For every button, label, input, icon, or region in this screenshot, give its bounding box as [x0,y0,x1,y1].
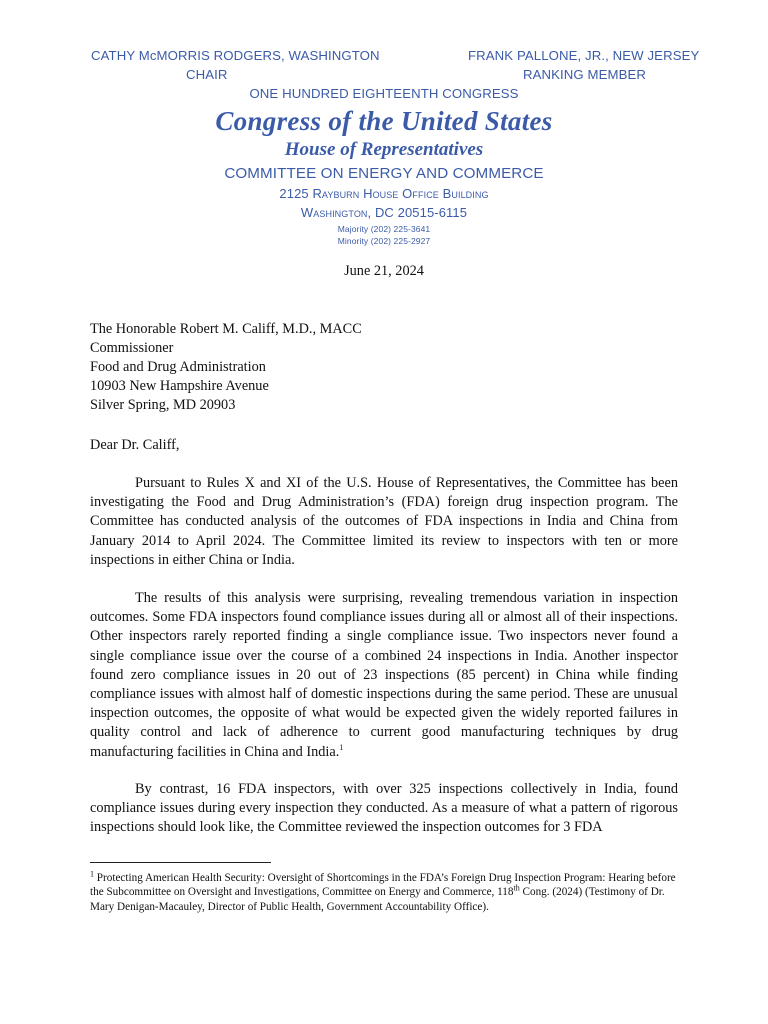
chair-name: CATHY McMORRIS RODGERS, WASHINGTON [91,48,380,63]
footnote-number: 1 [90,869,94,879]
congress-session: ONE HUNDRED EIGHTEENTH CONGRESS [249,86,519,101]
ranking-member-name: FRANK PALLONE, JR., NEW JERSEY [468,48,700,63]
recipient-block [90,320,362,415]
body-paragraph-1: Pursuant to Rules X and XI of the U.S. House of Representatives, the Committee has been investigating the Food and Drug Administration’s (FDA) foreign drug inspection program. The Committee has conducted analysis of the outcomes of FDA inspections in India and China from January 2014 to April 2024. The Committee limited its review to inspectors with ten or more inspections in either China or India. [90,475,678,568]
recipient-line: The Honorable Robert M. Califf, M.D., MACC [90,321,362,337]
address-line-2: Washington, DC 20515-6115 [300,205,468,220]
committee-name: COMMITTEE ON ENERGY AND COMMERCE [224,165,544,182]
footnote-reference: 1 [339,742,344,752]
footnote-text-continued: Cong. (2024) (Testimony of Dr. Mary Denigan-Macauley, Director of Public Health, Government Accountability Office). [90,886,665,913]
minority-phone: Minority (202) 225-2927 [337,236,431,246]
ranking-member-title: RANKING MEMBER [523,67,647,82]
recipient-line: Silver Spring, MD 20903 [90,397,236,413]
recipient-line: Food and Drug Administration [90,359,266,375]
congress-title: Congress of the United States [215,106,553,136]
footnote-ordinal: th [513,883,520,893]
chair-title: CHAIR [186,67,228,82]
recipient-line: 10903 New Hampshire Avenue [90,378,269,394]
footnote-divider [90,862,271,863]
footnote-text: Protecting American Health Security: Oversight of Shortcomings in the FDA’s Foreign Drug Inspection Program: Hearing before the Subcommittee on Oversight and Investigations, Committee on Energy and Commerce, 118 [90,872,676,899]
letter-date: June 21, 2024 [344,263,424,279]
footnote [90,871,680,914]
address-line-1: 2125 Rayburn House Office Building [279,186,489,201]
body-paragraph-3: By contrast, 16 FDA inspectors, with over 325 inspections collectively in India, found compliance issues during every inspection they conducted. As a measure of what a pattern of rigorous inspections should look like, the Committee reviewed the inspection outcomes for 3 FDA [90,781,678,836]
salutation: Dear Dr. Califf, [90,437,180,453]
house-title: House of Representatives [284,139,484,160]
body-paragraph-2 [90,589,678,762]
paragraph-2-text: The results of this analysis were surprising, revealing tremendous variation in inspection outcomes. Some FDA inspectors found compliance issues during all or almost all of their inspections. Other inspectors rarely reported finding a single compliance issue. Two inspectors never found a single compliance issue over the course of a combined 24 inspections in India. Another inspector found zero compliance issues in 20 out of 23 inspections (85 percent) in China while finding compliance issues with almost half of domestic inspections during the same period. These are unusual inspection outcomes, the opposite of what would be expected given the widely reported failures in quality control and lack of adherence to current good manufacturing techniques by drug manufacturing facilities in China and India. [90,590,678,760]
majority-phone: Majority (202) 225-3641 [337,224,431,234]
recipient-line: Commissioner [90,340,174,356]
